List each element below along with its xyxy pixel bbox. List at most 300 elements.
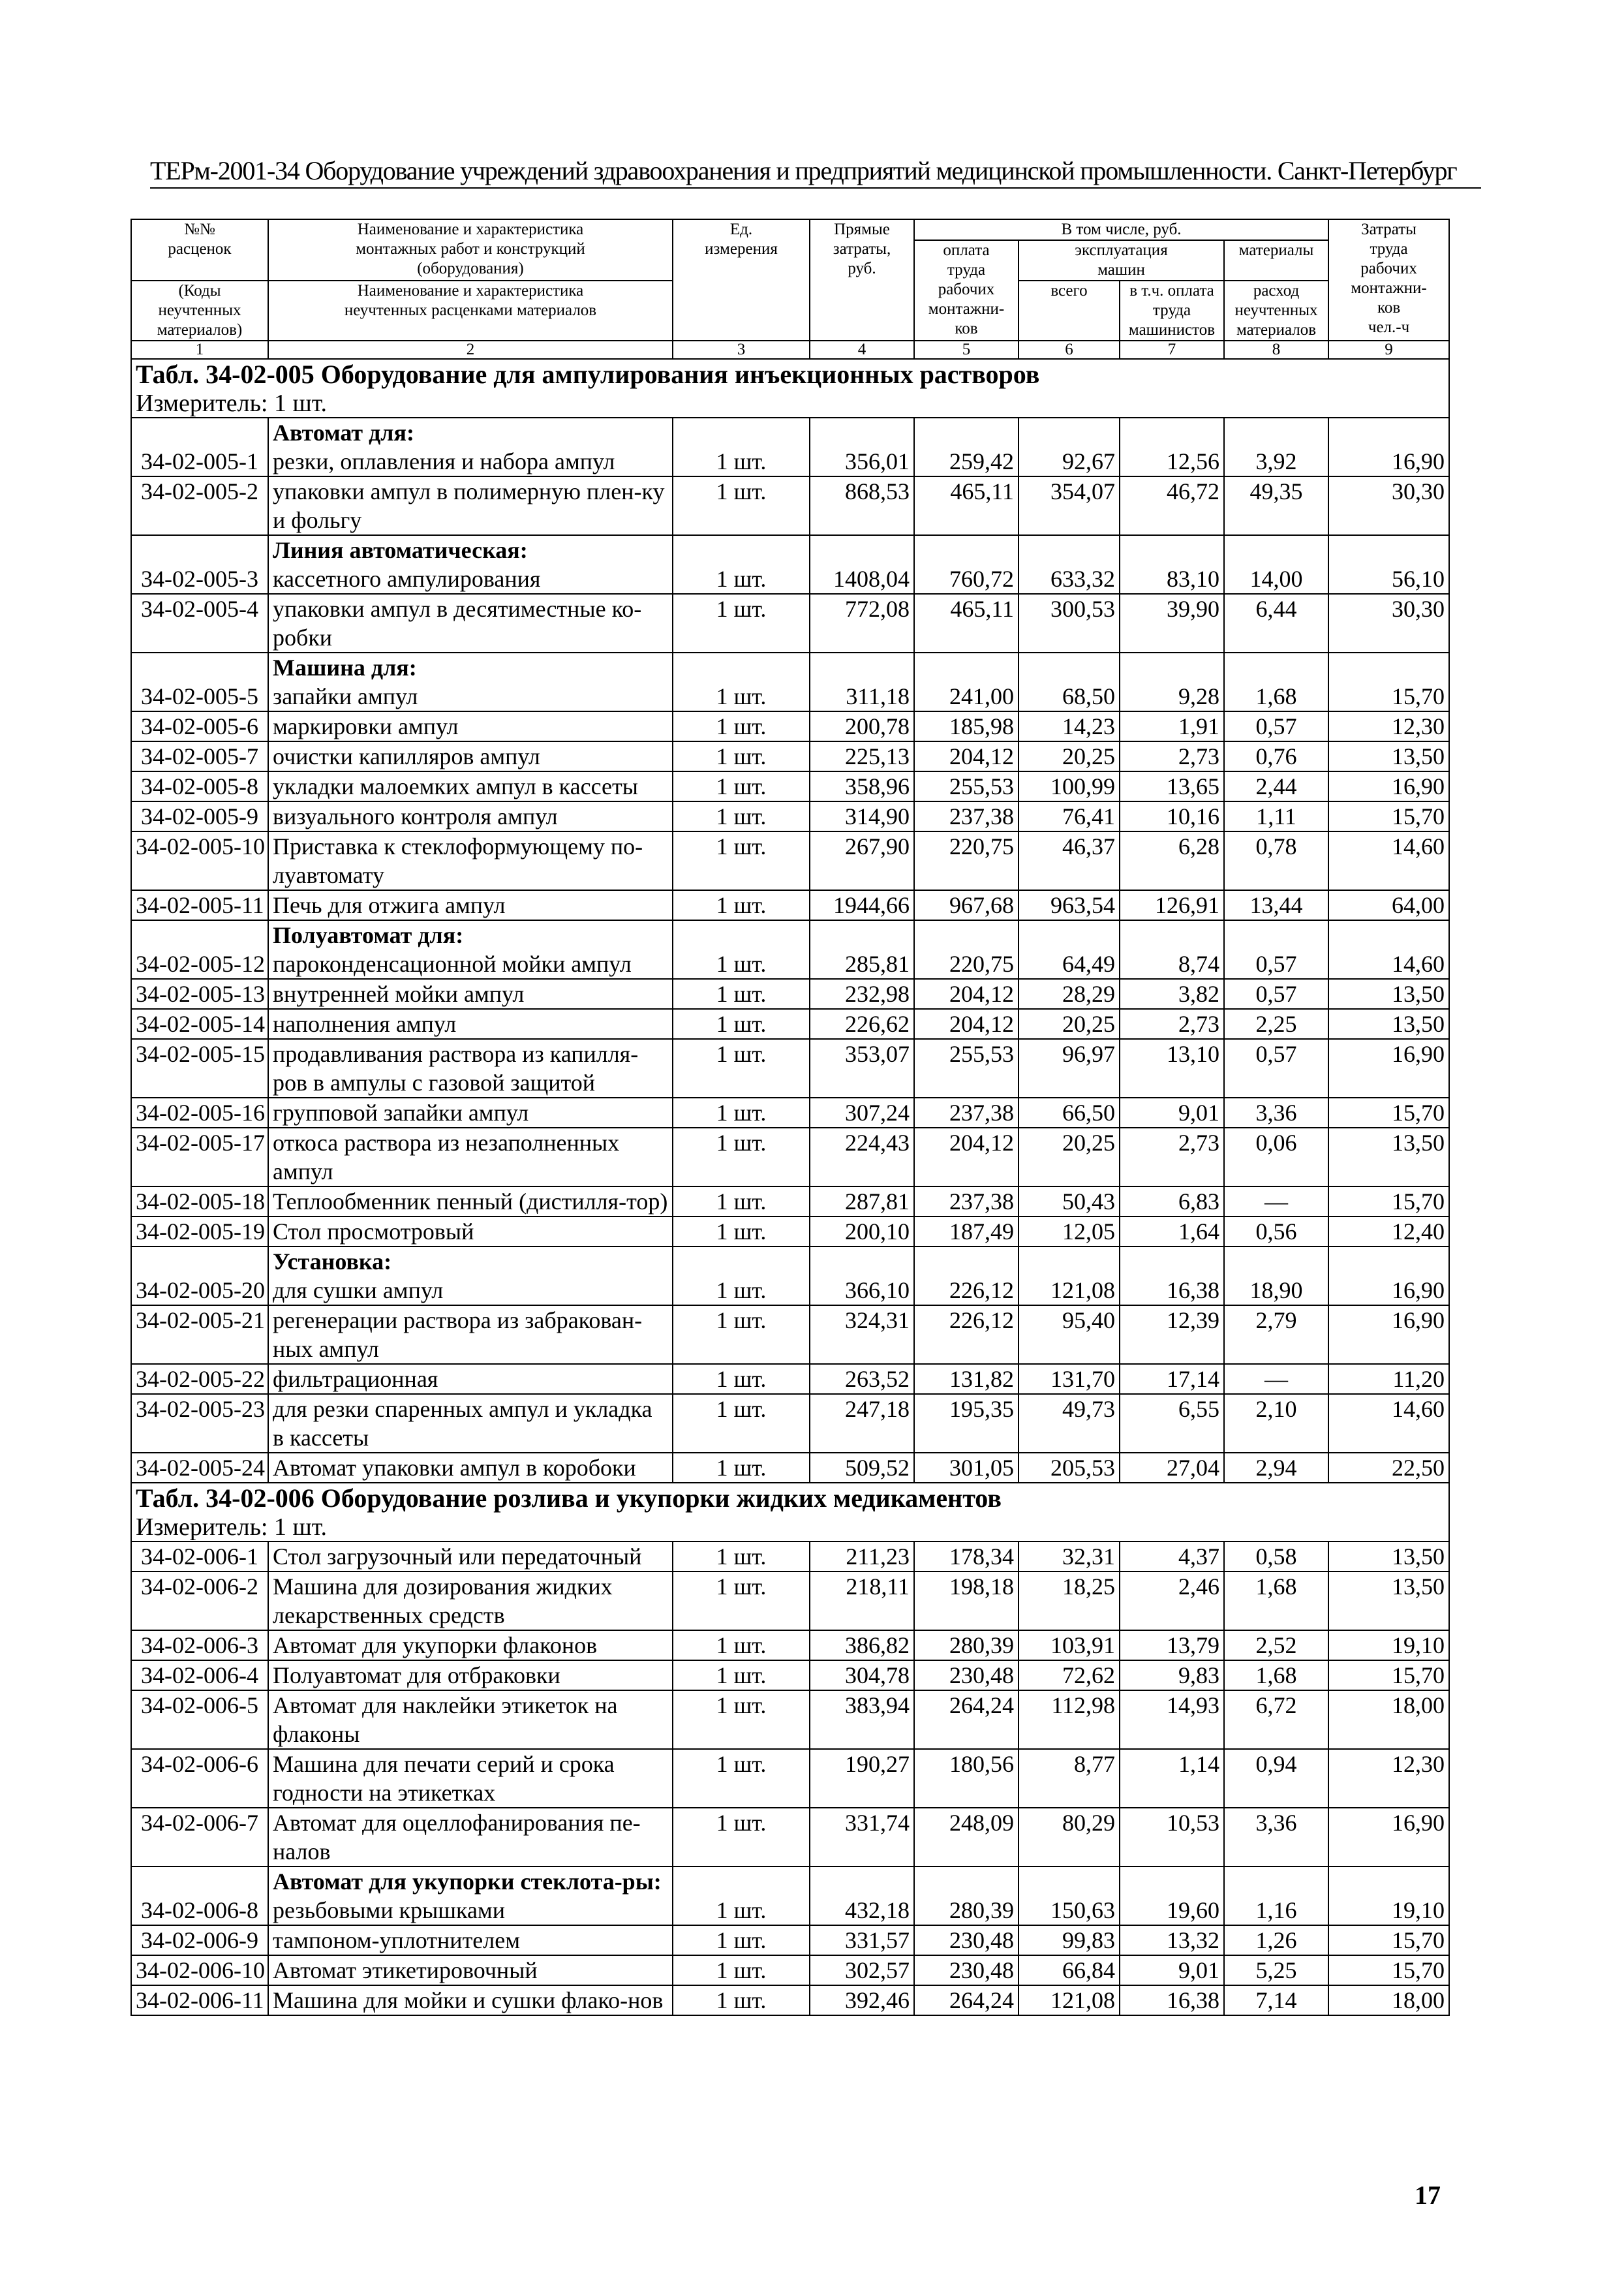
unit-cell: 1 шт.: [673, 476, 810, 535]
item-name: Полуавтомат для отбраковки: [273, 1662, 560, 1688]
machine-cost: 150,63: [1019, 1866, 1120, 1925]
machinist-labor-cost: 17,14: [1120, 1364, 1224, 1394]
table-row: [131, 801, 1449, 831]
rate-code: 34-02-005-9: [131, 801, 268, 831]
unit-cell: 1 шт.: [673, 831, 810, 890]
col-number: 4: [810, 341, 914, 359]
direct-cost: 509,52: [810, 1453, 914, 1483]
materials-cost: 13,44: [1224, 890, 1328, 920]
col-mach-total-header: всего: [1019, 281, 1120, 341]
materials-cost: 14,00: [1224, 535, 1328, 594]
machine-cost: 66,84: [1019, 1955, 1120, 1985]
group-heading: Полуавтомат для:: [273, 922, 464, 948]
direct-cost: 267,90: [810, 831, 914, 890]
unit-cell: 1 шт.: [673, 1453, 810, 1483]
table-row: [131, 1394, 1449, 1453]
col-unit-line2: измерения: [705, 240, 778, 258]
labor-cost: 204,12: [914, 979, 1019, 1009]
item-name-cell: [268, 1098, 673, 1128]
col-mat-use-line3: материалов: [1236, 321, 1317, 339]
col-direct-line1: Прямые: [834, 221, 890, 238]
col-code-header: [131, 219, 268, 281]
col-number: 9: [1328, 341, 1449, 359]
direct-cost: 358,96: [810, 771, 914, 801]
labor-cost: 230,48: [914, 1925, 1019, 1955]
rate-code: 34-02-005-5: [131, 653, 268, 711]
col-number: 7: [1120, 341, 1224, 359]
direct-cost: 386,82: [810, 1630, 914, 1660]
rate-code: 34-02-005-6: [131, 711, 268, 741]
labor-hours: 11,20: [1328, 1364, 1449, 1394]
item-name: маркировки ампул: [273, 713, 459, 739]
item-name-cell: [268, 653, 673, 711]
group-heading: Машина для:: [273, 655, 417, 681]
unit-cell: 1 шт.: [673, 741, 810, 771]
machine-cost: 99,83: [1019, 1925, 1120, 1955]
col-machines-line2: машин: [1097, 261, 1145, 279]
item-name-cell: [268, 594, 673, 653]
item-name: Автомат этикетировочный: [273, 1957, 538, 1983]
group-heading: Автомат для:: [273, 420, 414, 446]
materials-cost: 1,68: [1224, 1572, 1328, 1630]
rate-code: 34-02-006-6: [131, 1749, 268, 1808]
item-name-cell: [268, 1453, 673, 1483]
price-table: [130, 219, 1450, 2016]
labor-hours: 16,90: [1328, 771, 1449, 801]
labor-cost: 264,24: [914, 1985, 1019, 2015]
table-row: [131, 1985, 1449, 2015]
rate-code: 34-02-006-1: [131, 1541, 268, 1572]
rate-code: 34-02-005-11: [131, 890, 268, 920]
materials-cost: 2,10: [1224, 1394, 1328, 1453]
labor-hours: 13,50: [1328, 1128, 1449, 1186]
materials-cost: 5,25: [1224, 1955, 1328, 1985]
labor-hours: 15,70: [1328, 1660, 1449, 1690]
labor-hours: 12,40: [1328, 1216, 1449, 1247]
table-row: [131, 1955, 1449, 1985]
materials-cost: 18,90: [1224, 1247, 1328, 1305]
labor-cost: 248,09: [914, 1808, 1019, 1866]
col-number: 5: [914, 341, 1019, 359]
labor-cost: 220,75: [914, 831, 1019, 890]
col-mat-name-line2: неучтенных расценками материалов: [344, 302, 597, 319]
item-name: Автомат упаковки ампул в коробоки: [273, 1455, 636, 1481]
item-name-cell: [268, 1985, 673, 2015]
direct-cost: 383,94: [810, 1690, 914, 1749]
direct-cost: 392,46: [810, 1985, 914, 2015]
labor-cost: 237,38: [914, 801, 1019, 831]
item-name-cell: [268, 741, 673, 771]
direct-cost: 287,81: [810, 1186, 914, 1216]
machinist-labor-cost: 83,10: [1120, 535, 1224, 594]
page-number: 17: [1415, 2180, 1441, 2210]
col-mach-labor-header: [1120, 281, 1224, 341]
machine-cost: 8,77: [1019, 1749, 1120, 1808]
table-row: [131, 1690, 1449, 1749]
labor-cost: 220,75: [914, 920, 1019, 979]
rate-code: 34-02-005-17: [131, 1128, 268, 1186]
table-row: [131, 771, 1449, 801]
item-name-cell: [268, 711, 673, 741]
labor-cost: 465,11: [914, 476, 1019, 535]
item-name: Машина для дозирования жидких лекарственных средств: [273, 1573, 613, 1628]
table-row: [131, 1364, 1449, 1394]
machine-cost: 49,73: [1019, 1394, 1120, 1453]
col-number: 8: [1224, 341, 1328, 359]
labor-hours: 64,00: [1328, 890, 1449, 920]
materials-cost: 3,92: [1224, 418, 1328, 476]
col-name-line1: Наименование и характеристика: [357, 221, 584, 238]
materials-cost: 2,52: [1224, 1630, 1328, 1660]
rate-code: 34-02-006-4: [131, 1660, 268, 1690]
table-row: [131, 1866, 1449, 1925]
labor-cost: 204,12: [914, 1128, 1019, 1186]
group-heading: Линия автоматическая:: [273, 537, 528, 563]
item-name: групповой запайки ампул: [273, 1100, 529, 1126]
labor-hours: 13,50: [1328, 979, 1449, 1009]
machinist-labor-cost: 13,65: [1120, 771, 1224, 801]
table-row: [131, 1186, 1449, 1216]
table-row: [131, 1749, 1449, 1808]
labor-hours: 13,50: [1328, 1009, 1449, 1039]
materials-cost: 2,25: [1224, 1009, 1328, 1039]
item-name: откоса раствора из незаполненных ампул: [273, 1130, 620, 1185]
machinist-labor-cost: 13,79: [1120, 1630, 1224, 1660]
col-unit-header: [673, 219, 810, 341]
item-name-cell: [268, 831, 673, 890]
direct-cost: 225,13: [810, 741, 914, 771]
labor-cost: 180,56: [914, 1749, 1019, 1808]
col-including-header: В том числе, руб.: [914, 219, 1328, 240]
labor-hours: 16,90: [1328, 1305, 1449, 1364]
item-name: визуального контроля ампул: [273, 803, 558, 829]
machinist-labor-cost: 1,64: [1120, 1216, 1224, 1247]
materials-cost: 0,76: [1224, 741, 1328, 771]
table-row: [131, 1039, 1449, 1098]
materials-cost: 49,35: [1224, 476, 1328, 535]
item-name: тампоном-уплотнителем: [273, 1927, 521, 1953]
table-row: [131, 1305, 1449, 1364]
labor-hours: 16,90: [1328, 418, 1449, 476]
col-mach-labor-line1: в т.ч. оплата: [1129, 282, 1214, 300]
machine-cost: 76,41: [1019, 801, 1120, 831]
materials-cost: 1,16: [1224, 1866, 1328, 1925]
direct-cost: 311,18: [810, 653, 914, 711]
table-row: [131, 920, 1449, 979]
direct-cost: 304,78: [810, 1660, 914, 1690]
item-name-cell: [268, 1630, 673, 1660]
direct-cost: 772,08: [810, 594, 914, 653]
labor-hours: 12,30: [1328, 711, 1449, 741]
machinist-labor-cost: 1,14: [1120, 1749, 1224, 1808]
col-code-line2: расценок: [168, 240, 232, 258]
rate-code: 34-02-005-19: [131, 1216, 268, 1247]
machinist-labor-cost: 46,72: [1120, 476, 1224, 535]
col-number: 6: [1019, 341, 1120, 359]
labor-hours: 19,10: [1328, 1630, 1449, 1660]
materials-cost: 1,68: [1224, 653, 1328, 711]
item-name: для сушки ампул: [273, 1277, 444, 1303]
materials-cost: 0,94: [1224, 1749, 1328, 1808]
machinist-labor-cost: 4,37: [1120, 1541, 1224, 1572]
rate-code: 34-02-006-8: [131, 1866, 268, 1925]
materials-cost: 7,14: [1224, 1985, 1328, 2015]
machinist-labor-cost: 6,28: [1120, 831, 1224, 890]
item-name: продавливания раствора из капилля-ров в ампулы с газовой защитой: [273, 1041, 639, 1096]
machine-cost: 633,32: [1019, 535, 1120, 594]
item-name-cell: [268, 1866, 673, 1925]
table-row: [131, 535, 1449, 594]
col-hours-line2: труда: [1370, 240, 1408, 258]
machine-cost: 100,99: [1019, 771, 1120, 801]
item-name-cell: [268, 1541, 673, 1572]
section-title: Табл. 34-02-006 Оборудование розлива и укупорки жидких медикаментов: [136, 1483, 1002, 1513]
direct-cost: 285,81: [810, 920, 914, 979]
machinist-labor-cost: 14,93: [1120, 1690, 1224, 1749]
col-codes-header: [131, 281, 268, 341]
item-name: регенерации раствора из забракован-ных ампул: [273, 1307, 643, 1362]
machine-cost: 131,70: [1019, 1364, 1120, 1394]
labor-cost: 241,00: [914, 653, 1019, 711]
col-direct-line2: затраты,: [833, 240, 891, 258]
machine-cost: 66,50: [1019, 1098, 1120, 1128]
item-name-cell: [268, 920, 673, 979]
rate-code: 34-02-006-9: [131, 1925, 268, 1955]
machinist-labor-cost: 10,53: [1120, 1808, 1224, 1866]
item-name: резки, оплавления и набора ампул: [273, 448, 615, 474]
rate-code: 34-02-006-5: [131, 1690, 268, 1749]
machine-cost: 50,43: [1019, 1186, 1120, 1216]
machine-cost: 300,53: [1019, 594, 1120, 653]
table-row: [131, 1572, 1449, 1630]
item-name: внутренней мойки ампул: [273, 981, 525, 1007]
item-name: Стол просмотровый: [273, 1218, 474, 1245]
unit-cell: 1 шт.: [673, 1690, 810, 1749]
direct-cost: 331,74: [810, 1808, 914, 1866]
labor-cost: 185,98: [914, 711, 1019, 741]
labor-hours: 30,30: [1328, 476, 1449, 535]
machine-cost: 14,23: [1019, 711, 1120, 741]
item-name: фильтрационная: [273, 1366, 438, 1392]
table-row: [131, 741, 1449, 771]
labor-hours: 56,10: [1328, 535, 1449, 594]
col-name-header: [268, 219, 673, 281]
rate-code: 34-02-005-21: [131, 1305, 268, 1364]
table-section-title: [131, 359, 1449, 418]
machine-cost: 354,07: [1019, 476, 1120, 535]
machine-cost: 20,25: [1019, 1128, 1120, 1186]
col-hours-line3: рабочих: [1360, 260, 1417, 277]
labor-hours: 16,90: [1328, 1808, 1449, 1866]
col-mat-use-line1: расход: [1253, 282, 1300, 300]
section-measure: Измеритель: 1 шт.: [136, 390, 327, 417]
unit-cell: 1 шт.: [673, 920, 810, 979]
machine-cost: 68,50: [1019, 653, 1120, 711]
machine-cost: 64,49: [1019, 920, 1120, 979]
direct-cost: 302,57: [810, 1955, 914, 1985]
item-name: запайки ампул: [273, 683, 418, 709]
machine-cost: 72,62: [1019, 1660, 1120, 1690]
labor-cost: 226,12: [914, 1305, 1019, 1364]
item-name: для резки спаренных ампул и укладка в кассеты: [273, 1396, 652, 1451]
machinist-labor-cost: 19,60: [1120, 1866, 1224, 1925]
col-mach-labor-line2: труда: [1152, 302, 1191, 319]
column-numbers-row: [131, 341, 1449, 359]
machine-cost: 20,25: [1019, 741, 1120, 771]
materials-cost: 1,68: [1224, 1660, 1328, 1690]
direct-cost: 331,57: [810, 1925, 914, 1955]
group-heading: Установка:: [273, 1248, 392, 1275]
item-name: наполнения ампул: [273, 1011, 457, 1037]
col-labor-line1: оплата: [943, 241, 990, 259]
direct-cost: 224,43: [810, 1128, 914, 1186]
col-hours-header: [1328, 219, 1449, 341]
unit-cell: 1 шт.: [673, 771, 810, 801]
machine-cost: 92,67: [1019, 418, 1120, 476]
direct-cost: 218,11: [810, 1572, 914, 1630]
unit-cell: 1 шт.: [673, 1039, 810, 1098]
labor-cost: 255,53: [914, 771, 1019, 801]
item-name-cell: [268, 1749, 673, 1808]
rate-code: 34-02-005-7: [131, 741, 268, 771]
machine-cost: 205,53: [1019, 1453, 1120, 1483]
rate-code: 34-02-006-2: [131, 1572, 268, 1630]
direct-cost: 263,52: [810, 1364, 914, 1394]
col-labor-header: [914, 240, 1019, 341]
labor-hours: 22,50: [1328, 1453, 1449, 1483]
col-number: 3: [673, 341, 810, 359]
unit-cell: 1 шт.: [673, 1098, 810, 1128]
labor-cost: 230,48: [914, 1955, 1019, 1985]
machine-cost: 96,97: [1019, 1039, 1120, 1098]
item-name: Машина для мойки и сушки флако-нов: [273, 1987, 664, 2013]
machine-cost: 18,25: [1019, 1572, 1120, 1630]
item-name: упаковки ампул в десятиместные ко-робки: [273, 596, 642, 651]
labor-hours: 18,00: [1328, 1690, 1449, 1749]
col-mat-name-line1: Наименование и характеристика: [357, 282, 584, 300]
direct-cost: 868,53: [810, 476, 914, 535]
materials-cost: 0,58: [1224, 1541, 1328, 1572]
item-name: укладки малоемких ампул в кассеты: [273, 773, 638, 799]
item-name-cell: [268, 1186, 673, 1216]
col-number: 2: [268, 341, 673, 359]
item-name-cell: [268, 771, 673, 801]
unit-cell: 1 шт.: [673, 1305, 810, 1364]
item-name-cell: [268, 1247, 673, 1305]
table-row: [131, 1098, 1449, 1128]
col-codes-line3: материалов): [157, 321, 243, 339]
labor-cost: 187,49: [914, 1216, 1019, 1247]
direct-cost: 232,98: [810, 979, 914, 1009]
unit-cell: 1 шт.: [673, 1985, 810, 2015]
item-name-cell: [268, 1690, 673, 1749]
direct-cost: 226,62: [810, 1009, 914, 1039]
item-name-cell: [268, 1394, 673, 1453]
unit-cell: 1 шт.: [673, 1749, 810, 1808]
unit-cell: 1 шт.: [673, 890, 810, 920]
unit-cell: 1 шт.: [673, 711, 810, 741]
unit-cell: 1 шт.: [673, 1541, 810, 1572]
machine-cost: 121,08: [1019, 1985, 1120, 2015]
materials-cost: 6,72: [1224, 1690, 1328, 1749]
col-name-line3: (оборудования): [417, 260, 524, 277]
labor-hours: 16,90: [1328, 1247, 1449, 1305]
col-labor-line3: рабочих: [938, 281, 995, 298]
machinist-labor-cost: 6,55: [1120, 1394, 1224, 1453]
item-name-cell: [268, 1216, 673, 1247]
col-materials-header: материалы: [1224, 240, 1328, 281]
col-mat-use-header: [1224, 281, 1328, 341]
unit-cell: 1 шт.: [673, 1955, 810, 1985]
unit-cell: 1 шт.: [673, 1364, 810, 1394]
rate-code: 34-02-005-22: [131, 1364, 268, 1394]
item-name-cell: [268, 1925, 673, 1955]
item-name: Приставка к стеклоформующему по-луавтомату: [273, 833, 643, 888]
item-name-cell: [268, 1572, 673, 1630]
direct-cost: 314,90: [810, 801, 914, 831]
item-name-cell: [268, 1009, 673, 1039]
item-name: Стол загрузочный или передаточный: [273, 1543, 642, 1570]
machine-cost: 112,98: [1019, 1690, 1120, 1749]
labor-hours: 15,70: [1328, 653, 1449, 711]
rate-code: 34-02-005-20: [131, 1247, 268, 1305]
labor-cost: 131,82: [914, 1364, 1019, 1394]
labor-hours: 19,10: [1328, 1866, 1449, 1925]
table-row: [131, 1453, 1449, 1483]
labor-cost: 280,39: [914, 1630, 1019, 1660]
rate-code: 34-02-005-8: [131, 771, 268, 801]
materials-cost: 1,11: [1224, 801, 1328, 831]
col-materials-name-header: [268, 281, 673, 341]
direct-cost: 366,10: [810, 1247, 914, 1305]
machinist-labor-cost: 9,83: [1120, 1660, 1224, 1690]
col-hours-line5: ков: [1377, 299, 1401, 317]
col-labor-line5: ков: [955, 320, 978, 337]
labor-hours: 15,70: [1328, 1186, 1449, 1216]
col-direct-header: [810, 219, 914, 341]
item-name: упаковки ампул в полимерную плен-ку и фольгу: [273, 478, 665, 533]
labor-hours: 13,50: [1328, 1541, 1449, 1572]
materials-cost: 2,44: [1224, 771, 1328, 801]
direct-cost: 1408,04: [810, 535, 914, 594]
item-name: кассетного ампулирования: [273, 566, 541, 592]
unit-cell: 1 шт.: [673, 1630, 810, 1660]
rate-code: 34-02-005-15: [131, 1039, 268, 1098]
item-name-cell: [268, 979, 673, 1009]
labor-hours: 16,90: [1328, 1039, 1449, 1098]
labor-cost: 198,18: [914, 1572, 1019, 1630]
direct-cost: 200,78: [810, 711, 914, 741]
labor-hours: 14,60: [1328, 1394, 1449, 1453]
labor-hours: 30,30: [1328, 594, 1449, 653]
col-labor-line4: монтажни-: [928, 300, 1005, 318]
labor-cost: 195,35: [914, 1394, 1019, 1453]
rate-code: 34-02-005-1: [131, 418, 268, 476]
materials-cost: 0,57: [1224, 920, 1328, 979]
unit-cell: 1 шт.: [673, 801, 810, 831]
machine-cost: 32,31: [1019, 1541, 1120, 1572]
machinist-labor-cost: 16,38: [1120, 1985, 1224, 2015]
table-row: [131, 476, 1449, 535]
direct-cost: 211,23: [810, 1541, 914, 1572]
item-name-cell: [268, 1808, 673, 1866]
rate-code: 34-02-005-23: [131, 1394, 268, 1453]
materials-cost: 0,56: [1224, 1216, 1328, 1247]
item-name-cell: [268, 476, 673, 535]
labor-cost: 178,34: [914, 1541, 1019, 1572]
item-name: очистки капилляров ампул: [273, 743, 540, 769]
item-name-cell: [268, 801, 673, 831]
